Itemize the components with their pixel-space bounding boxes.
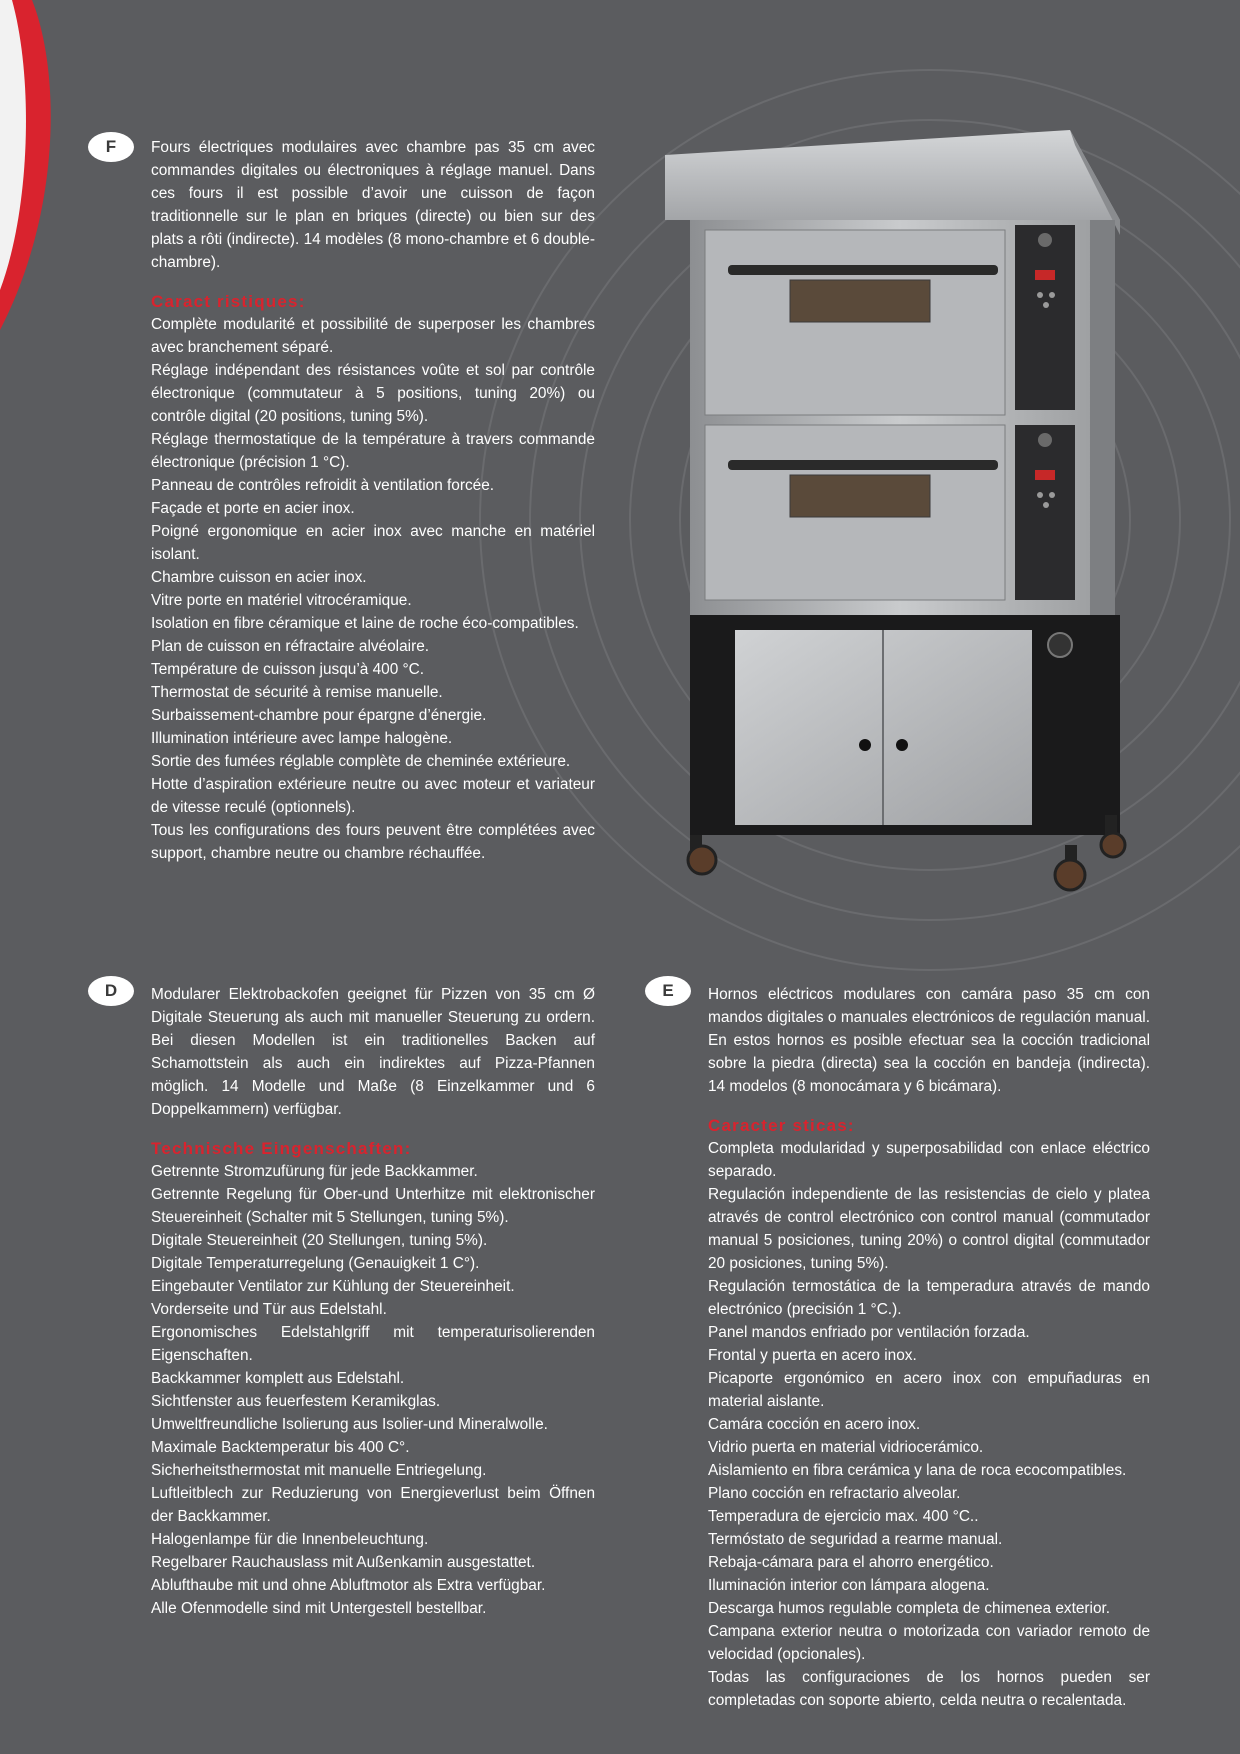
feature-item: Vitre porte en matériel vitrocéramique.	[151, 592, 412, 609]
feature-item: Halogenlampe für die Innenbeleuchtung.	[151, 1531, 429, 1548]
feature-item: Panel mandos enfriado por ventilación forzada.	[708, 1324, 1030, 1341]
feature-item: Descarga humos regulable completa de chimenea exterior.	[708, 1600, 1111, 1617]
feature-item: Camára cocción en acero inox.	[708, 1416, 921, 1433]
feature-item: Regulación independiente de las resistencias de cielo y platea através de control electrónico con control manual (commutador manual 5 posiciones, tuning 20%) o control digital (commutador 20 posiciones, tuning 5%).	[708, 1186, 1150, 1272]
feature-item: Digitale Steuereinheit (20 Stellungen, tuning 5%).	[151, 1232, 488, 1249]
feature-item: Surbaissement-chambre pour épargne d’énergie.	[151, 707, 487, 724]
feature-item: Plan de cuisson en réfractaire alvéolaire.	[151, 638, 430, 655]
feature-item: Réglage thermostatique de la température à travers commande électronique (précision 1 °C).	[151, 431, 595, 471]
features-german	[151, 1160, 595, 1620]
feature-item: Luftleitblech zur Reduzierung von Energieverlust beim Öffnen der Backkammer.	[151, 1485, 595, 1525]
feature-item: Alle Ofenmodelle sind mit Untergestell bestellbar.	[151, 1600, 487, 1617]
heading-german: Technische Eingenschaften:	[151, 1139, 412, 1158]
intro-german: Modularer Elektrobackofen geeignet für Pizzen von 35 cm Ø Digitale Steuerung als auch mit manueller Steuerung zu ordern. Bei diesen Modellen ist ein traditionelles Backen auf Schamottstein als auch ein indirektes auf Pizza-Pfannen möglich. 14 Modelle und Maße (8 Einzelkammer und 6 Doppelkammern) verfügbar.	[151, 986, 595, 1118]
feature-item: Isolation en fibre céramique et laine de roche éco-compatibles.	[151, 615, 579, 632]
feature-item: Vidrio puerta en material vidriocerámico.	[708, 1439, 984, 1456]
section-german	[151, 983, 595, 1620]
feature-item: Ergonomisches Edelstahlgriff mit temperaturisolierenden Eigenschaften.	[151, 1324, 595, 1364]
features-french	[151, 313, 595, 865]
feature-item: Aislamiento en fibra cerámica y lana de roca ecocompatibles.	[708, 1462, 1127, 1479]
feature-item: Sicherheitsthermostat mit manuelle Entriegelung.	[151, 1462, 487, 1479]
feature-item: Sortie des fumées réglable complète de cheminée extérieure.	[151, 753, 571, 770]
feature-item: Ablufthaube mit und ohne Abluftmotor als Extra verfügbar.	[151, 1577, 546, 1594]
feature-item: Completa modularidad y superposabilidad con enlace eléctrico separado.	[708, 1140, 1150, 1180]
section-spanish	[708, 983, 1150, 1712]
intro-french: Fours électriques modulaires avec chambre pas 35 cm avec commandes digitales ou électroniques à réglage manuel. Dans ces fours il est possible d’avoir une cuisson de façon traditionnelle sur le plan en briques (directe) ou bien sur des plats a rôti (indirecte). 14 modèles (8 mono-chambre et 6 double-chambre).	[151, 139, 595, 271]
feature-item: Temperadura de ejercicio max. 400 °C..	[708, 1508, 979, 1525]
section-french	[151, 136, 595, 865]
feature-item: Réglage indépendant des résistances voûte et sol par contrôle électronique (commutateur à 5 positions, tuning 20%) ou contrôle digital (20 positions, tuning 5%).	[151, 362, 595, 425]
feature-item: Digitale Temperaturregelung (Genauigkeit 1 C°).	[151, 1255, 480, 1272]
features-spanish	[708, 1137, 1150, 1712]
feature-item: Thermostat de sécurité à remise manuelle.	[151, 684, 443, 701]
feature-item: Illumination intérieure avec lampe halogène.	[151, 730, 453, 747]
feature-item: Tous les configurations des fours peuvent être complétées avec support, chambre neutre ou chambre réchauffée.	[151, 822, 595, 862]
heading-french: Caract ristiques:	[151, 292, 306, 311]
feature-item: Rebaja-cámara para el ahorro energético.	[708, 1554, 994, 1571]
feature-item: Todas las configuraciones de los hornos pueden ser completadas con soporte abierto, celda neutra o recalentada.	[708, 1669, 1150, 1709]
feature-item: Picaporte ergonómico en acero inox con empuñaduras en material aislante.	[708, 1370, 1150, 1410]
feature-item: Iluminación interior con lámpara alogena.	[708, 1577, 990, 1594]
heading-spanish: Caracter sticas:	[708, 1116, 855, 1135]
feature-item: Regulación termostática de la temperadura através de mando electrónico (precisión 1 °C.).	[708, 1278, 1150, 1318]
feature-item: Hotte d’aspiration extérieure neutre ou avec moteur et variateur de vitesse reculé (optionnels).	[151, 776, 595, 816]
feature-item: Getrennte Regelung für Ober-und Unterhitze mit elektronischer Steuereinheit (Schalter mit 5 Stellungen, tuning 5%).	[151, 1186, 595, 1226]
feature-item: Complète modularité et possibilité de superposer les chambres avec branchement séparé.	[151, 316, 595, 356]
feature-item: Façade et porte en acier inox.	[151, 500, 355, 517]
badge-french: F	[88, 132, 134, 162]
feature-item: Frontal y puerta en acero inox.	[708, 1347, 917, 1364]
feature-item: Termóstato de seguridad a rearme manual.	[708, 1531, 1003, 1548]
feature-item: Vorderseite und Tür aus Edelstahl.	[151, 1301, 387, 1318]
feature-item: Sichtfenster aus feuerfestem Keramikglas.	[151, 1393, 441, 1410]
badge-spanish: E	[645, 976, 691, 1006]
oven-image	[650, 125, 1130, 895]
feature-item: Eingebauter Ventilator zur Kühlung der Steuereinheit.	[151, 1278, 515, 1295]
feature-item: Maximale Backtemperatur bis 400 C°.	[151, 1439, 410, 1456]
feature-item: Panneau de contrôles refroidit à ventilation forcée.	[151, 477, 495, 494]
feature-item: Umweltfreundliche Isolierung aus Isolier-und Mineralwolle.	[151, 1416, 548, 1433]
feature-item: Chambre cuisson en acier inox.	[151, 569, 367, 586]
feature-item: Regelbarer Rauchauslass mit Außenkamin ausgestattet.	[151, 1554, 536, 1571]
feature-item: Campana exterior neutra o motorizada con variador remoto de velocidad (opcionales).	[708, 1623, 1150, 1663]
feature-item: Backkammer komplett aus Edelstahl.	[151, 1370, 405, 1387]
badge-german: D	[88, 976, 134, 1006]
feature-item: Plano cocción en refractario alveolar.	[708, 1485, 961, 1502]
feature-item: Température de cuisson jusqu’à 400 °C.	[151, 661, 425, 678]
intro-spanish: Hornos eléctricos modulares con camára paso 35 cm con mandos digitales o manuales electrónicos de regulación manual. En estos hornos es posible efectuar sea la cocción tradicional sobre la piedra (directa) sea la cocción en bandeja (indirecta). 14 modelos (8 monocámara y 6 bicámara).	[708, 986, 1150, 1095]
feature-item: Poigné ergonomique en acier inox avec manche en matériel isolant.	[151, 523, 595, 563]
feature-item: Getrennte Stromzufürung für jede Backkammer.	[151, 1163, 478, 1180]
